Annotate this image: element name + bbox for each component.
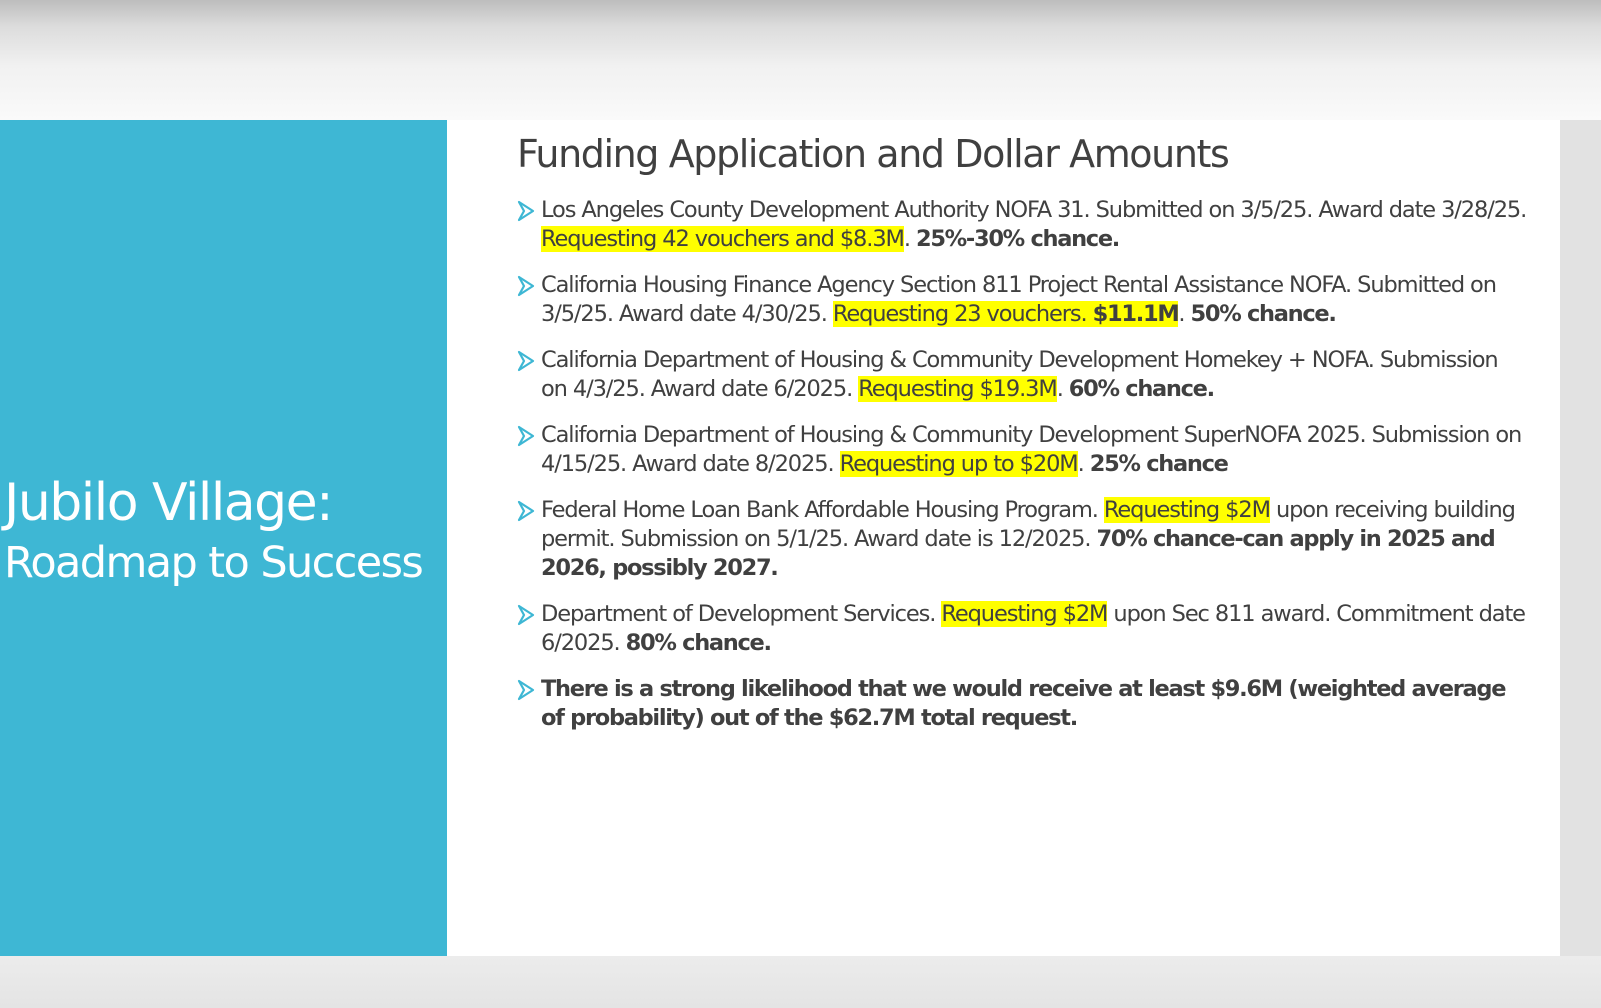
screen-right-strip — [1560, 120, 1601, 956]
bullet-item-summary — [517, 675, 1527, 733]
bullet-item-hcd-supernofa — [517, 421, 1527, 479]
bullet-text: . — [1077, 451, 1090, 477]
highlighted-request: Requesting $19.3M — [858, 376, 1057, 402]
bullet-text: California Department of Housing & Community Development Homekey + NOFA. Submission on 4/3/25. Award date 6/2025. — [541, 347, 1498, 402]
highlighted-request: Requesting 23 vouchers. — [832, 301, 1093, 327]
bullet-list — [517, 196, 1527, 733]
chance-text: 60% chance. — [1068, 376, 1214, 402]
bullet-item-hcd-homekey — [517, 346, 1527, 404]
section-title-line-2: Roadmap to Success — [4, 538, 423, 589]
arrow-bullet-icon — [517, 425, 535, 447]
arrow-bullet-icon — [517, 200, 535, 222]
bullet-text: . — [1178, 301, 1191, 327]
highlighted-amount: $11.1M — [1092, 301, 1179, 327]
chance-text: 70% chance-can apply in 2025 and 2026, possibly 2027. — [541, 526, 1495, 581]
arrow-bullet-icon — [517, 275, 535, 297]
section-title — [4, 472, 444, 590]
highlighted-request: Requesting $2M — [1103, 497, 1270, 523]
presentation-slide — [0, 120, 1560, 956]
summary-text: There is a strong likelihood that we would receive at least $9.6M (weighted average of probability) out of the $62.7M total request. — [541, 676, 1506, 731]
chance-text: 25%-30% chance. — [915, 226, 1120, 252]
accent-panel — [0, 120, 447, 956]
bullet-text: Department of Development Services. — [541, 601, 942, 627]
highlighted-request: Requesting 42 vouchers and $8.3M — [541, 226, 904, 252]
highlighted-request: Requesting $2M — [941, 601, 1108, 627]
arrow-bullet-icon — [517, 500, 535, 522]
bullet-text: . — [1056, 376, 1069, 402]
bullet-item-dds — [517, 600, 1527, 658]
bullet-text: California Housing Finance Agency Section 811 Project Rental Assistance NOFA. Submitted on 3/5/25. Award date 4/30/25. — [541, 272, 1496, 327]
section-title-line-1: Jubilo Village: — [4, 473, 333, 533]
screen-top-band — [0, 0, 1601, 120]
highlighted-request: Requesting up to $20M — [839, 451, 1078, 477]
bullet-item-fhlb — [517, 496, 1527, 583]
arrow-bullet-icon — [517, 604, 535, 626]
slide-title: Funding Application and Dollar Amounts — [517, 132, 1229, 176]
bullet-item-lacda — [517, 196, 1527, 254]
bullet-text: upon Sec 811 award. Commitment date 6/2025. — [541, 601, 1525, 656]
chance-text: 25% chance — [1089, 451, 1228, 477]
bullet-text: California Department of Housing & Community Development SuperNOFA 2025. Submission on 4/15/25. Award date 8/2025. — [541, 422, 1522, 477]
chance-text: 80% chance. — [625, 630, 771, 656]
screen-bottom-band — [0, 956, 1601, 1008]
bullet-text: Federal Home Loan Bank Affordable Housing Program. — [541, 497, 1104, 523]
arrow-bullet-icon — [517, 679, 535, 701]
bullet-text: . — [903, 226, 916, 252]
bullet-item-calhfa — [517, 271, 1527, 329]
bullet-text: upon receiving building permit. Submission on 5/1/25. Award date is 12/2025. — [541, 497, 1515, 552]
chance-text: 50% chance. — [1190, 301, 1336, 327]
bullet-text: Los Angeles County Development Authority NOFA 31. Submitted on 3/5/25. Award date 3/28/25. — [541, 197, 1527, 223]
arrow-bullet-icon — [517, 350, 535, 372]
slide-content — [517, 132, 1527, 750]
